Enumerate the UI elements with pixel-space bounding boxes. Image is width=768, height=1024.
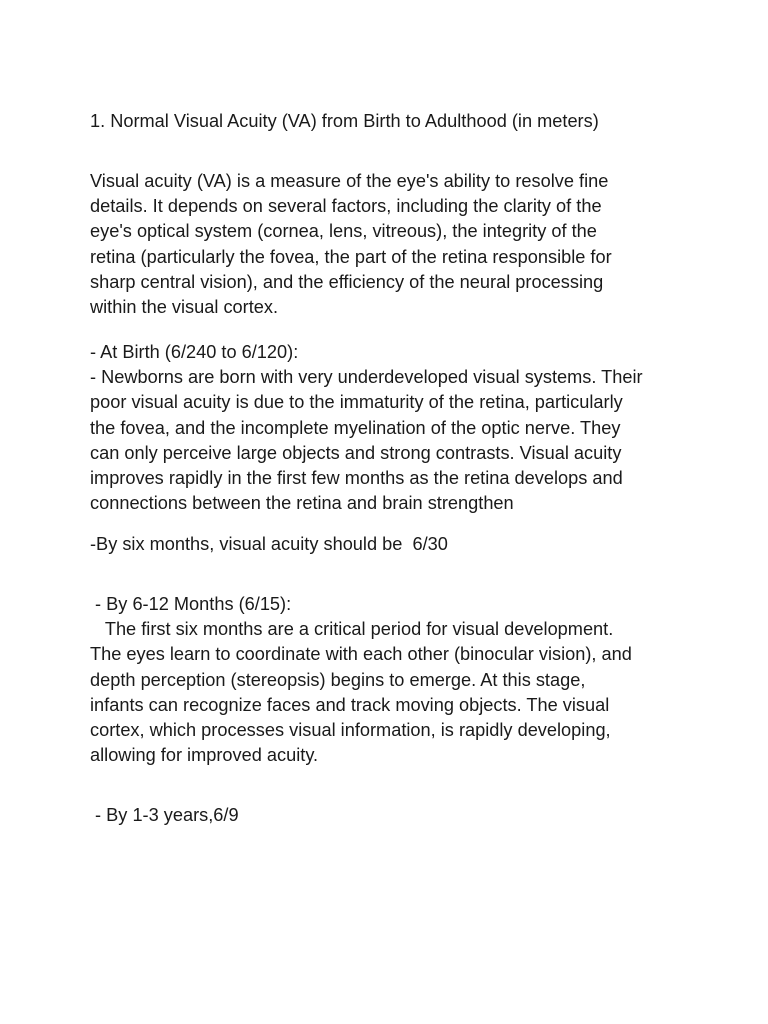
birth-heading: - At Birth (6/240 to 6/120):: [90, 342, 299, 362]
intro-paragraph: [90, 169, 690, 320]
intro-line: sharp central vision), and the efficiency of the neural processing: [90, 271, 604, 292]
birth-section: [90, 340, 690, 516]
birth-line: connections between the retina and brain strengthen: [90, 493, 514, 514]
intro-line: Visual acuity (VA) is a measure of the eye's ability to resolve fine: [90, 171, 609, 191]
six-to-twelve-months-section: [90, 592, 690, 768]
heading-text: 1. Normal Visual Acuity (VA) from Birth to Adulthood (in meters): [90, 111, 599, 131]
one-three-line: - By 1-3 years,6/9: [90, 805, 239, 825]
six-months-line: -By six months, visual acuity should be 6/30: [90, 534, 448, 554]
birth-line: - Newborns are born with very underdeveloped visual systems. Their: [90, 367, 643, 388]
one-to-three-years-section: [90, 803, 690, 828]
six-twelve-line: cortex, which processes visual information, is rapidly developing,: [90, 719, 611, 740]
birth-line: improves rapidly in the first few months as the retina develops and: [90, 467, 623, 488]
document-heading: [90, 109, 690, 134]
six-months-section: [90, 532, 690, 557]
birth-line: the fovea, and the incomplete myelination of the optic nerve. They: [90, 417, 621, 438]
six-twelve-heading: - By 6-12 Months (6/15):: [90, 594, 292, 614]
six-twelve-line: depth perception (stereopsis) begins to emerge. At this stage,: [90, 669, 586, 690]
six-twelve-line: The first six months are a critical period for visual development.: [90, 619, 614, 640]
intro-line: within the visual cortex.: [90, 296, 279, 317]
intro-line: eye's optical system (cornea, lens, vitreous), the integrity of the: [90, 221, 597, 242]
intro-line: retina (particularly the fovea, the part of the retina responsible for: [90, 246, 612, 267]
six-twelve-line: allowing for improved acuity.: [90, 745, 319, 766]
intro-line: details. It depends on several factors, including the clarity of the: [90, 196, 602, 217]
birth-line: can only perceive large objects and strong contrasts. Visual acuity: [90, 442, 622, 463]
birth-line: poor visual acuity is due to the immaturity of the retina, particularly: [90, 392, 623, 413]
six-twelve-line: infants can recognize faces and track moving objects. The visual: [90, 694, 610, 715]
six-twelve-line: The eyes learn to coordinate with each other (binocular vision), and: [90, 644, 632, 665]
